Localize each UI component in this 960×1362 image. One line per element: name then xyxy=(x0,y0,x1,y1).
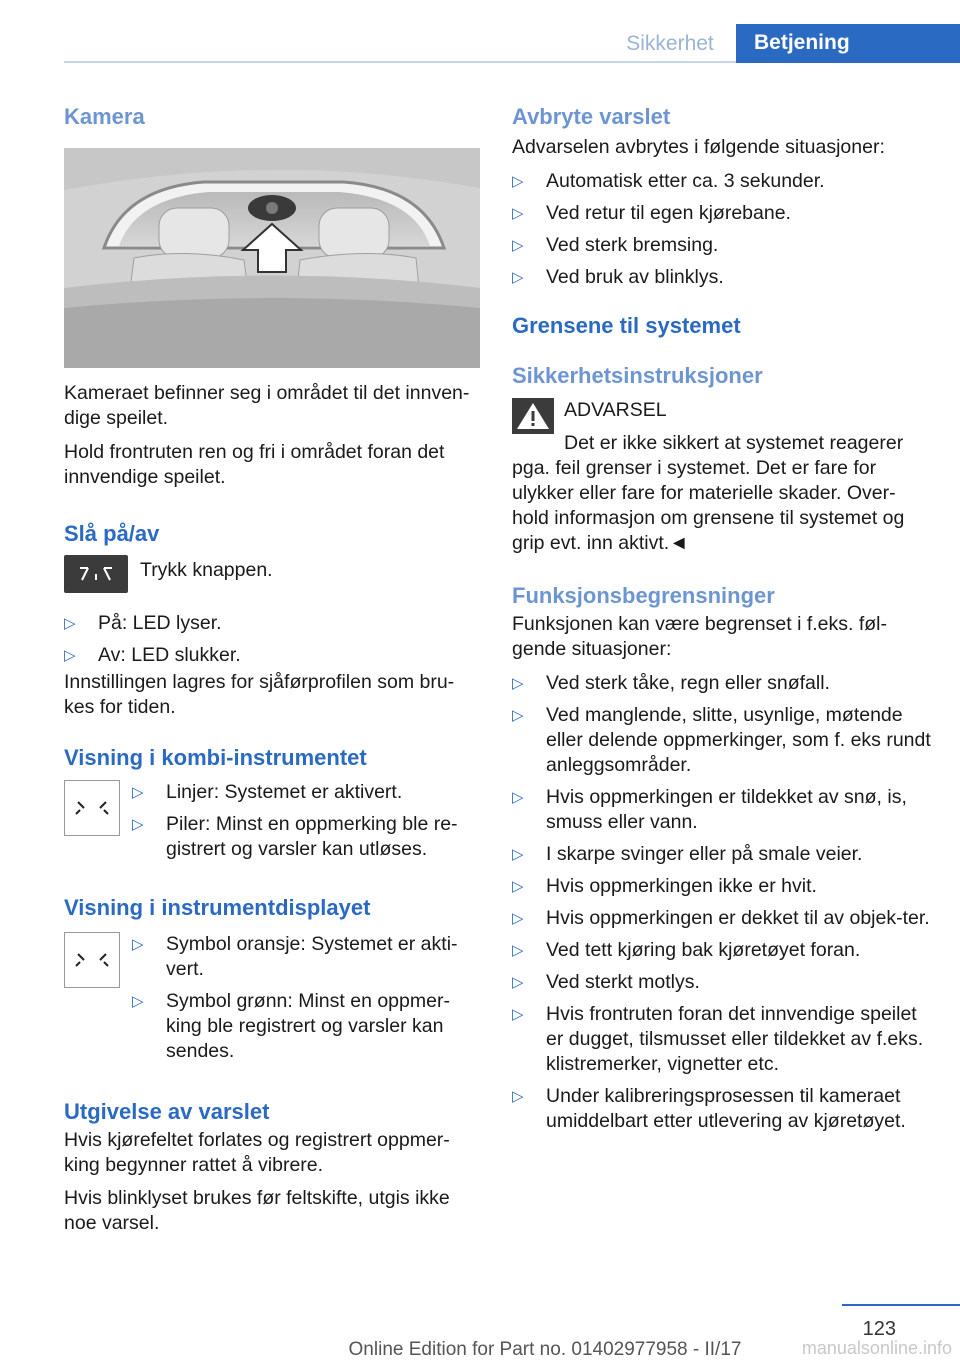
list-item: ▷ Hvis frontruten foran det innvendige speilet er dugget, tilsmusset eller tildekket av f.eks. klistremerker, vignetter etc. xyxy=(512,1002,932,1077)
list-item: ▷ Hvis oppmerkingen ikke er hvit. xyxy=(512,874,932,899)
list-item: ▷ Hvis oppmerkingen er dekket til av objek-ter. xyxy=(512,906,932,931)
warning-triangle-icon xyxy=(512,398,554,434)
camera-interior-photo xyxy=(64,148,480,368)
list-item: ▷ I skarpe svinger eller på smale veier. xyxy=(512,842,932,867)
cancel-intro: Advarselen avbrytes i følgende situasjoner: xyxy=(512,136,885,158)
release-text-2: Hvis blinklyset brukes før feltskifte, utgis ikke noe varsel. xyxy=(64,1187,450,1234)
warning-text-rest: pga. feil grenser i systemet. Det er fare for ulykker eller fare for materielle skader. Over-hold informasjon om grensene til systemet og grip evt. inn aktivt.◄ xyxy=(512,457,905,554)
lane-lines-display-icon xyxy=(64,780,120,836)
release-heading: Utgivelse av varslet xyxy=(64,1099,270,1124)
limits-heading: Grensene til systemet xyxy=(512,313,741,338)
page-number: 123 xyxy=(862,1318,896,1340)
list-item: ▷ Ved sterkt motlys. xyxy=(512,970,932,995)
list-item: ▷ Under kalibreringsprosessen til kameraet umiddelbart etter utlevering av kjøretøyet. xyxy=(512,1084,932,1134)
list-item: ▷ Linjer: Systemet er aktivert. xyxy=(132,780,480,805)
list-item: ▷ Automatisk etter ca. 3 sekunder. xyxy=(512,169,932,194)
watermark: manualsonline.info xyxy=(801,1338,952,1358)
camera-text-2: Hold frontruten ren og fri i området foran det innvendige speilet. xyxy=(64,441,445,488)
warning-label: ADVARSEL xyxy=(564,399,667,421)
camera-heading: Kamera xyxy=(64,104,145,129)
list-item: ▷ Ved manglende, slitte, usynlige, møtende eller delende oppmerkinger, som f. eks rundt anleggsområder. xyxy=(512,703,932,778)
display-heading: Visning i instrumentdisplayet xyxy=(64,895,371,920)
lane-lines-display-icon xyxy=(64,932,120,988)
left-column xyxy=(64,100,480,1236)
list-item: ▷ Symbol grønn: Minst en oppmer-king ble registrert og varsler kan sendes. xyxy=(132,989,472,1064)
right-column xyxy=(512,100,932,1134)
tab-section[interactable]: Sikkerhet xyxy=(626,32,714,55)
kombi-list xyxy=(132,780,480,862)
list-item: ▷ Piler: Minst en oppmerking ble re-gistrert og varsler kan utløses. xyxy=(132,812,480,862)
edition-text: Online Edition for Part no. 01402977958 - II/17 xyxy=(348,1339,742,1360)
warning-text-first: Det er ikke sikkert at systemet reagerer xyxy=(564,432,904,454)
switch-note: Innstillingen lagres for sjåførprofilen som bru-kes for tiden. xyxy=(64,671,455,718)
switch-list xyxy=(64,611,480,668)
list-item: ▷ Ved bruk av blinklys. xyxy=(512,265,932,290)
footer-rule xyxy=(842,1304,960,1306)
list-item: ▷ Ved tett kjøring bak kjøretøyet foran. xyxy=(512,938,932,963)
func-heading: Funksjonsbegrensninger xyxy=(512,583,775,608)
switch-heading: Slå på/av xyxy=(64,521,160,546)
list-item: ▷ Ved sterk tåke, regn eller snøfall. xyxy=(512,671,932,696)
list-item: ▷ På: LED lyser. xyxy=(64,611,480,636)
camera-text-1: Kameraet befinner seg i området til det innven-dige speilet. xyxy=(64,382,470,429)
list-item: ▷ Symbol oransje: Systemet er akti-vert. xyxy=(132,932,472,982)
func-list xyxy=(512,671,932,1134)
lane-departure-button-icon[interactable] xyxy=(64,555,128,593)
safety-heading: Sikkerhetsinstruksjoner xyxy=(512,363,763,388)
switch-text: Trykk knappen. xyxy=(140,559,273,581)
list-item: ▷ Ved sterk bremsing. xyxy=(512,233,932,258)
list-item: ▷ Av: LED slukker. xyxy=(64,643,480,668)
list-item: ▷ Ved retur til egen kjørebane. xyxy=(512,201,932,226)
kombi-heading: Visning i kombi-instrumentet xyxy=(64,745,367,770)
display-list xyxy=(132,932,472,1064)
cancel-list xyxy=(512,169,932,290)
release-text-1: Hvis kjørefeltet forlates og registrert oppmer-king begynner rattet å vibrere. xyxy=(64,1129,450,1176)
func-intro: Funksjonen kan være begrenset i f.eks. føl-gende situasjoner: xyxy=(512,613,888,660)
tab-chapter[interactable]: Betjening xyxy=(736,24,960,63)
list-item: ▷ Hvis oppmerkingen er tildekket av snø, is, smuss eller vann. xyxy=(512,785,932,835)
cancel-heading: Avbryte varslet xyxy=(512,104,671,129)
